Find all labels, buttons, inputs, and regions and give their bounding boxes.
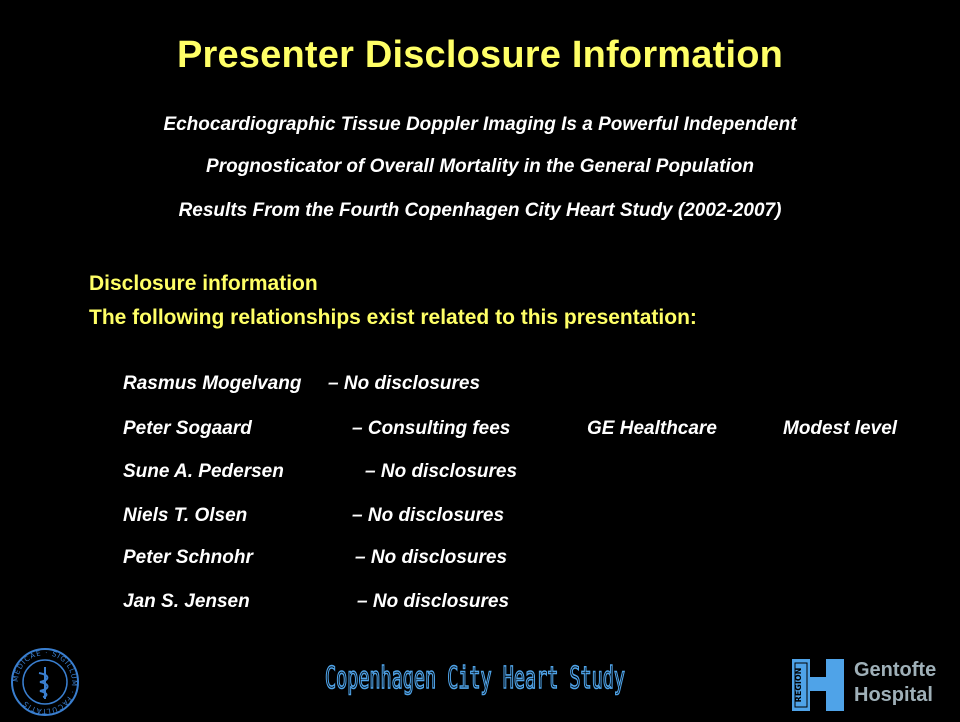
study-title-line-1: Echocardiographic Tissue Doppler Imaging Is a Powerful Independent bbox=[163, 114, 797, 135]
hospital-name-line-1: Gentofte bbox=[854, 659, 937, 681]
presenter-name: Peter Schnohr bbox=[123, 547, 253, 568]
presenter-name: Rasmus Mogelvang bbox=[123, 373, 302, 394]
university-seal-logo bbox=[10, 647, 80, 722]
hospital-name-line-2: Hospital bbox=[854, 684, 933, 706]
presenter-name: Sune A. Pedersen bbox=[123, 461, 284, 482]
presenter-name: Jan S. Jensen bbox=[123, 591, 250, 612]
presenter-disclosure: – No disclosures bbox=[352, 505, 505, 526]
svg-text:REGION: REGION bbox=[794, 667, 803, 703]
disclosure-heading: Disclosure information bbox=[89, 272, 318, 295]
study-title-line-3: Results From the Fourth Copenhagen City Heart Study (2002-2007) bbox=[178, 200, 782, 221]
page-title: Presenter Disclosure Information bbox=[176, 34, 784, 76]
disclosure-subheading: The following relationships exist related to this presentation: bbox=[89, 306, 697, 329]
study-title-line-2: Prognosticator of Overall Mortality in the General Population bbox=[206, 156, 754, 177]
presenter-disclosure: – No disclosures bbox=[328, 373, 481, 394]
hospital-h-icon bbox=[790, 657, 852, 718]
presenter-disclosure: – No disclosures bbox=[355, 547, 508, 568]
presenter-disclosure: – No disclosures bbox=[365, 461, 518, 482]
presenter-level: Modest level bbox=[783, 418, 898, 439]
presenter-company: GE Healthcare bbox=[587, 418, 717, 439]
svg-text:MEDICAE · SIGILLUM · FACULTATI: MEDICAE · SIGILLUM · FACULTATIS bbox=[11, 648, 79, 716]
copenhagen-city-heart-study-logo bbox=[320, 658, 630, 698]
presenter-name: Peter Sogaard bbox=[123, 418, 252, 439]
svg-text:Copenhagen City Heart Study: Copenhagen City Heart Study bbox=[325, 660, 625, 696]
presenter-name: Niels T. Olsen bbox=[123, 505, 248, 526]
presenter-disclosure: – Consulting fees bbox=[352, 418, 511, 439]
presenter-disclosure: – No disclosures bbox=[357, 591, 510, 612]
